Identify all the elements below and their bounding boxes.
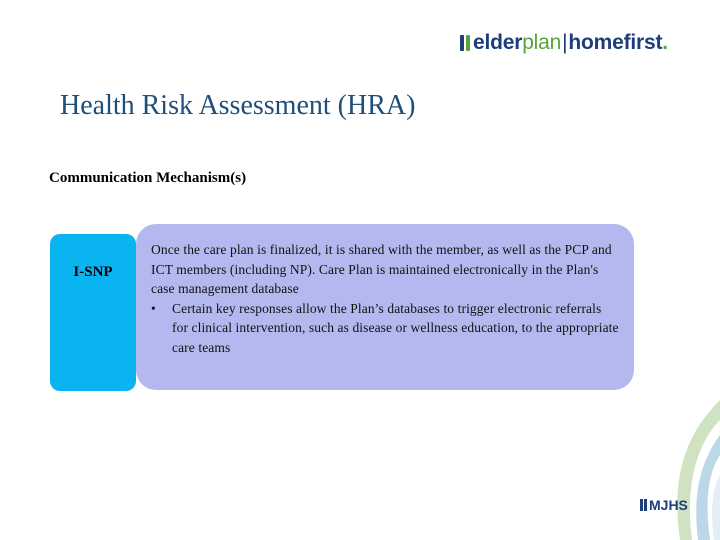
logo-separator: | [562, 31, 568, 54]
mjhs-logo [640, 497, 688, 513]
content-box [136, 224, 634, 390]
elderplan-homefirst-logo [460, 28, 668, 58]
content-paragraph: Once the care plan is finalized, it is shared with the member, as well as the PCP and ICT members (including NP). Care Plan is maintained electronically in the Plan's case management database [151, 242, 612, 296]
logo-dot: . [662, 31, 668, 54]
logo-mark-icon [460, 35, 470, 51]
isnp-label: I-SNP [73, 264, 113, 280]
isnp-label-box [50, 234, 136, 391]
mjhs-mark-icon [640, 499, 647, 511]
bullet-icon: • [151, 300, 156, 316]
logo-word-elder: elder [473, 31, 523, 54]
slide-subtitle: Communication Mechanism(s) [49, 170, 247, 186]
bullet-text: Certain key responses allow the Plan’s databases to trigger electronic referrals for clinical intervention, such as disease or wellness education, to the appropriate care teams [172, 300, 619, 355]
decorative-swoosh [640, 380, 720, 540]
logo-word-homefirst: homefirst [568, 31, 663, 54]
logo-word-plan: plan [522, 31, 562, 54]
content-bullet-item [151, 299, 620, 358]
mjhs-text: MJHS [649, 497, 688, 513]
slide-title: Health Risk Assessment (HRA) [60, 90, 416, 121]
